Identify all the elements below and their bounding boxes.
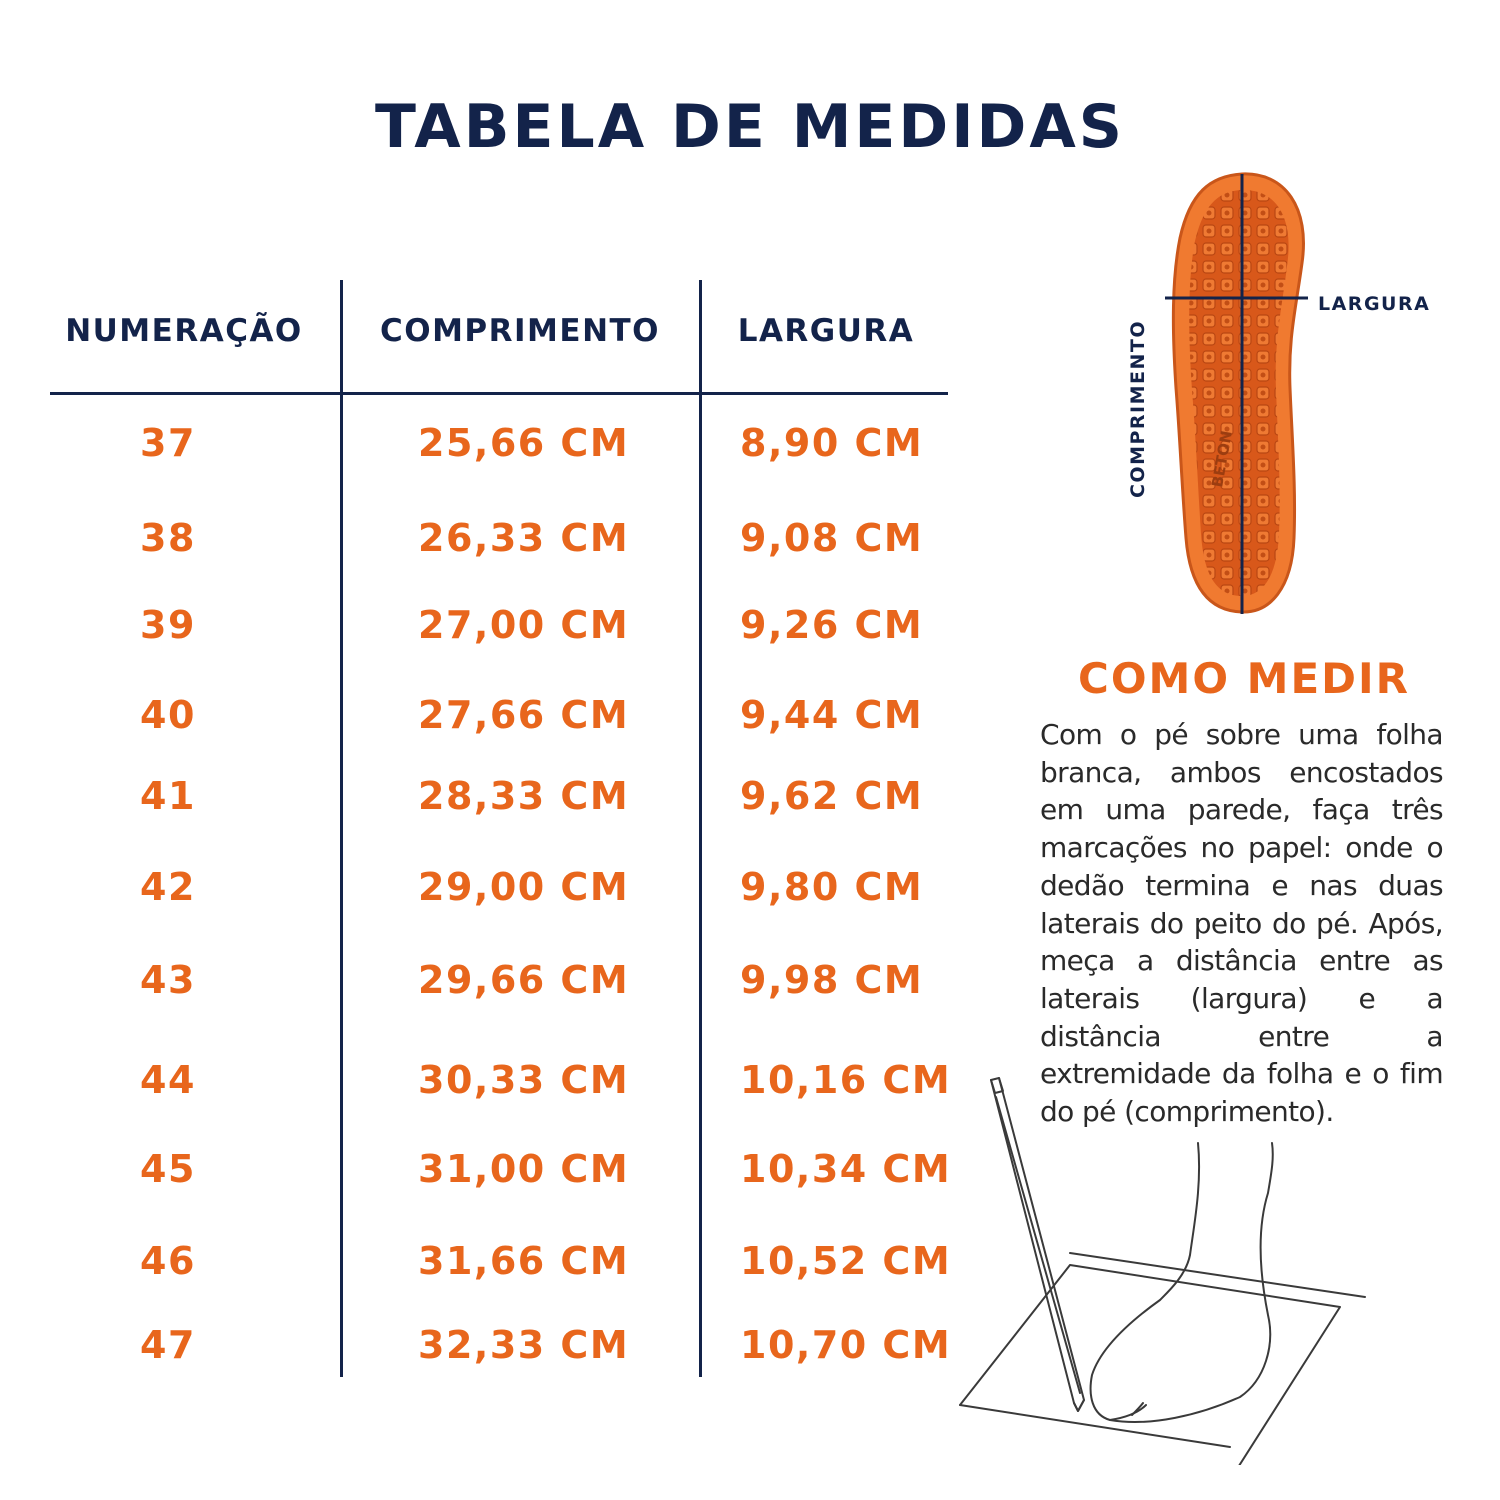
width-cell: 10,34 CM [740, 1147, 952, 1191]
size-cell: 47 [140, 1323, 196, 1367]
length-cell: 29,00 CM [418, 865, 630, 909]
length-cell: 31,66 CM [418, 1239, 630, 1283]
width-cell: 9,44 CM [740, 693, 924, 737]
length-cell: 27,00 CM [418, 603, 630, 647]
length-measure-label: COMPRIMENTO [1127, 319, 1149, 499]
column-divider-2 [699, 280, 702, 1377]
width-cell: 9,62 CM [740, 774, 924, 818]
length-cell: 32,33 CM [418, 1323, 630, 1367]
width-cell: 10,16 CM [740, 1058, 952, 1102]
width-cell: 9,98 CM [740, 958, 924, 1002]
header-numeracao: NUMERAÇÃO [65, 313, 303, 349]
size-cell: 42 [140, 865, 196, 909]
header-divider [50, 392, 948, 395]
width-cell: 9,26 CM [740, 603, 924, 647]
how-to-instructions: Com o pé sobre uma folha branca, ambos encostados em uma parede, faça três marcações no papel: onde o dedão termina e nas duas laterais do peito do pé. Após, meça a distância entre as laterais (largura) e a distância entre a extremidade da folha e o fim do pé (comprimento). [1040, 718, 1443, 1129]
length-cell: 30,33 CM [418, 1058, 630, 1102]
size-cell: 44 [140, 1058, 196, 1102]
header-comprimento: COMPRIMENTO [379, 313, 661, 349]
width-cell: 9,80 CM [740, 865, 924, 909]
width-cell: 10,52 CM [740, 1239, 952, 1283]
size-cell: 45 [140, 1147, 196, 1191]
size-cell: 41 [140, 774, 196, 818]
width-cell: 10,70 CM [740, 1323, 952, 1367]
size-cell: 46 [140, 1239, 196, 1283]
foot-measuring-illustration [950, 1075, 1390, 1465]
length-cell: 25,66 CM [418, 421, 630, 465]
length-cell: 29,66 CM [418, 958, 630, 1002]
insole-brand-text: BETON [1208, 429, 1236, 489]
foot-pencil-icon [950, 1075, 1390, 1465]
size-cell: 40 [140, 693, 196, 737]
insole-icon [1110, 168, 1450, 628]
width-cell: 9,08 CM [740, 516, 924, 560]
size-cell: 37 [140, 421, 196, 465]
length-cell: 26,33 CM [418, 516, 630, 560]
width-measure-label: LARGURA [1318, 293, 1431, 315]
length-cell: 27,66 CM [418, 693, 630, 737]
page-title: TABELA DE MEDIDAS [375, 92, 1125, 162]
size-cell: 38 [140, 516, 196, 560]
length-cell: 28,33 CM [418, 774, 630, 818]
column-divider-1 [340, 280, 343, 1377]
width-cell: 8,90 CM [740, 421, 924, 465]
size-cell: 39 [140, 603, 196, 647]
size-cell: 43 [140, 958, 196, 1002]
header-largura: LARGURA [737, 313, 915, 349]
how-to-heading: COMO MEDIR [1078, 654, 1410, 703]
length-cell: 31,00 CM [418, 1147, 630, 1191]
insole-diagram [1110, 168, 1450, 628]
